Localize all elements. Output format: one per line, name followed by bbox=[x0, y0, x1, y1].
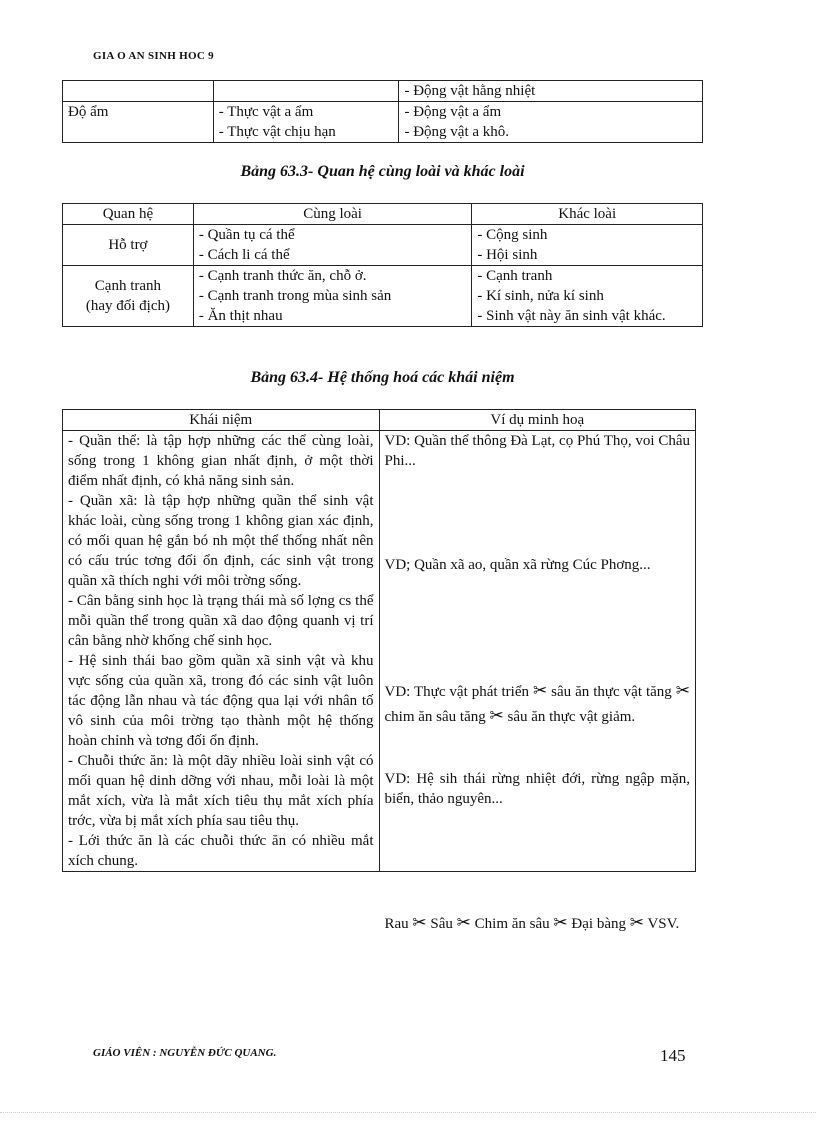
teacher-name: GIÁO VIÊN : NGUYỄN ĐỨC QUANG. bbox=[93, 1047, 277, 1059]
page-header: GIA O AN SINH HOC 9 bbox=[93, 50, 214, 62]
scissors-arrow-icon: ✂ bbox=[629, 913, 644, 932]
table-cell bbox=[213, 81, 399, 102]
table-cell: - Động vật hằng nhiệt bbox=[399, 81, 703, 102]
concept-paragraph: - Chuỗi thức ăn: là một dãy nhiều loài sinh vật có mối quan hệ dinh dỡng với nhau, mỗi loài là một mắt xích, vừa là mắt xích tiêu thụ mắt xích phía trớc, vừa bị mắt xích phía sau tiêu thụ. bbox=[68, 753, 374, 829]
table-header-row bbox=[63, 204, 703, 225]
table-row bbox=[63, 225, 703, 266]
table-caption: Bảng 63.3- Quan hệ cùng loài và khác loài bbox=[240, 163, 525, 180]
table-header-row bbox=[63, 410, 696, 431]
table-cell bbox=[63, 81, 214, 102]
examples-cell bbox=[379, 431, 696, 932]
table-concepts bbox=[62, 409, 696, 932]
scissors-arrow-icon: ✂ bbox=[532, 681, 548, 700]
page-bottom-divider bbox=[0, 1112, 816, 1113]
example-paragraph: VD: Quần thể thông Đà Lạt, cọ Phú Thọ, voi Châu Phi... bbox=[384, 433, 691, 469]
example-paragraph: VD: Hệ sih thái rừng nhiệt đới, rừng ngập mặn, biển, thảo nguyên... bbox=[384, 771, 690, 807]
concept-paragraph: - Quần xã: là tập hợp những quần thể sinh vật khác loài, cùng sống trong 1 không gian xác định, có mối quan hệ gắn bó nh một thể thống nhất nên có cấu trúc tơng đối ổn định, các sinh vật trong quần xã thích nghi với môi trờng sống. bbox=[68, 493, 374, 589]
example-paragraph: VD: Thực vật phát triển ✂ sâu ăn thực vật tăng ✂ chim ăn sâu tăng ✂ sâu ăn thực vật giảm. bbox=[384, 681, 690, 725]
table-row bbox=[63, 102, 703, 143]
concept-paragraph: - Lới thức ăn là các chuỗi thức ăn có nhiều mắt xích chung. bbox=[68, 833, 374, 869]
table-cell: - Quần tụ cá thể - Cách li cá thể bbox=[193, 225, 472, 266]
table-caption: Bảng 63.4- Hệ thống hoá các khái niệm bbox=[250, 369, 515, 386]
column-header: Khác loài bbox=[472, 204, 703, 225]
scissors-arrow-icon: ✂ bbox=[456, 913, 471, 932]
concept-paragraph: - Quần thể: là tập hợp những các thể cùng loài, sống trong 1 không gian nhất định, ở một thời điểm nhất định, có khả năng sinh sản. bbox=[68, 433, 374, 489]
scissors-arrow-icon: ✂ bbox=[553, 913, 568, 932]
table-cell: - Cộng sinh - Hội sinh bbox=[472, 225, 703, 266]
concept-paragraph: - Cân bằng sinh học là trạng thái mà số lợng cs thể mỗi quần thể trong quần xã dao động quanh vị trí cân bằng nhờ khống chế sinh học. bbox=[68, 593, 374, 649]
table-cell: - Động vật a ẩm - Động vật a khô. bbox=[399, 102, 703, 143]
example-paragraph: VD; Quần xã ao, quần xã rừng Cúc Phơng... bbox=[384, 557, 651, 573]
table-cell: - Cạnh tranh thức ăn, chỗ ở. - Cạnh tranh trong mùa sinh sản - Ăn thịt nhau bbox=[193, 266, 472, 327]
scissors-arrow-icon: ✂ bbox=[412, 913, 427, 932]
table-row bbox=[63, 266, 703, 327]
page-number: 145 bbox=[660, 1046, 686, 1065]
table-cell: Hỗ trợ bbox=[63, 225, 194, 266]
column-header: Quan hệ bbox=[63, 204, 194, 225]
column-header: Ví dụ minh hoạ bbox=[379, 410, 696, 431]
table-row bbox=[63, 81, 703, 102]
table-cell: - Cạnh tranh - Kí sinh, nửa kí sinh - Sinh vật này ăn sinh vật khác. bbox=[472, 266, 703, 327]
table-relations bbox=[62, 203, 703, 327]
table-climate-continuation bbox=[62, 80, 703, 143]
concept-paragraph: - Hệ sinh thái bao gồm quần xã sinh vật và khu vực sống của quần xã, trong đó các sinh vật luôn tác động lẫn nhau và tác động qua lại với nhân tố vô sinh của môi trờng tạo thành một hệ thống hoàn chỉnh và tơng đối ổn định. bbox=[68, 653, 374, 749]
table-row bbox=[63, 431, 696, 872]
scissors-arrow-icon: ✂ bbox=[489, 706, 504, 725]
table-cell: Cạnh tranh (hay đối địch) bbox=[63, 266, 194, 327]
concepts-cell bbox=[63, 431, 380, 872]
column-header: Cùng loài bbox=[193, 204, 472, 225]
scissors-arrow-icon: ✂ bbox=[675, 681, 690, 700]
table-cell: - Thực vật a ẩm - Thực vật chịu hạn bbox=[213, 102, 399, 143]
column-header: Khái niệm bbox=[63, 410, 380, 431]
example-paragraph: Rau ✂ Sâu ✂ Chim ăn sâu ✂ Đại bàng ✂ VSV. bbox=[384, 913, 680, 932]
table-cell: Độ ẩm bbox=[63, 102, 214, 143]
